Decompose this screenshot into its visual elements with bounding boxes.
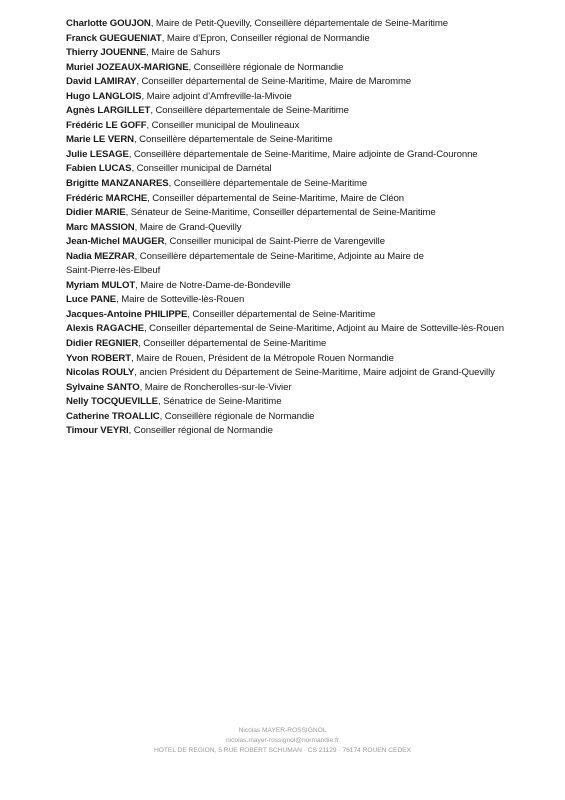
signatory-role: , ancien Président du Département de Seine-Maritime, Maire adjoint de Grand-Quevilly	[134, 367, 495, 379]
footer-address: HOTEL DE REGION, 5 RUE ROBERT SCHUMAN · CS 21129 · 76174 ROUEN CEDEX	[154, 747, 411, 754]
signatory-name: Agnès LARGILLET	[66, 105, 151, 117]
signatory-item	[66, 133, 536, 148]
signatory-item	[66, 235, 536, 250]
signatory-role: , Conseiller municipal de Darnétal	[131, 163, 272, 175]
signatory-item	[66, 381, 536, 396]
signatory-name: Catherine TROALLIC	[66, 410, 160, 422]
signatory-name: Nadia MEZRAR	[66, 250, 135, 262]
signatory-name: Frédéric MARCHE	[66, 192, 148, 204]
signatory-name: Alexis RAGACHE	[66, 323, 145, 335]
signatory-name: Brigitte MANZANARES	[66, 178, 169, 190]
signatory-role: , Conseillère départementale de Seine-Maritime	[134, 134, 333, 146]
signatory-name: Muriel JOZEAUX-MARIGNE	[66, 61, 189, 73]
signatory-name: Hugo LANGLOIS	[66, 90, 142, 102]
signatory-item	[66, 395, 536, 410]
signatory-role: , Maire de Petit-Quevilly, Conseillère départementale de Seine-Maritime	[150, 18, 448, 29]
signatory-role: , Maire de Sahurs	[146, 47, 221, 59]
signatory-role: , Sénatrice de Seine-Maritime	[157, 396, 282, 408]
signatory-name: Julie LESAGE	[66, 148, 129, 160]
signatory-item	[66, 192, 536, 207]
signatory-item	[66, 61, 536, 76]
signatory-role: , Conseillère départementale de Seine-Maritime, Adjointe au Maire de Saint-Pierre-lès-Elbeuf	[66, 250, 424, 277]
signatory-item	[66, 250, 446, 279]
signatory-item	[66, 424, 536, 439]
signatory-role: , Conseiller départemental de Seine-Maritime	[138, 338, 327, 350]
signatory-role: , Conseiller départemental de Seine-Maritime, Adjoint au Maire de Sotteville-lès-Rouen	[144, 323, 504, 335]
signatory-role: , Conseiller municipal de Saint-Pierre de Varengeville	[164, 236, 385, 248]
signatory-role: , Conseillère départementale de Seine-Maritime	[150, 105, 349, 117]
signatory-name: Timour VEYRI	[66, 425, 129, 437]
signatory-item	[66, 337, 536, 352]
signatory-name: Fabien LUCAS	[66, 163, 132, 175]
signatory-name: Frédéric LE GOFF	[66, 119, 147, 131]
signatory-item	[66, 17, 536, 32]
signatory-role: , Maire de Rouen, Président de la Métropole Rouen Normandie	[131, 352, 394, 364]
signatory-item	[66, 206, 536, 221]
signatory-role: , Maire de Notre-Dame-de-Bondeville	[135, 279, 291, 291]
signatory-name: Franck GUEGUENIAT	[66, 32, 162, 44]
signatory-item	[66, 352, 536, 367]
signatory-item	[66, 162, 536, 177]
signatory-item	[66, 366, 536, 381]
signatory-item	[66, 177, 536, 192]
signatory-item	[66, 119, 536, 134]
signatory-role: , Conseiller départemental de Seine-Maritime, Maire de Maromme	[136, 76, 412, 88]
signatory-name: Jacques-Antoine PHILIPPE	[66, 308, 188, 320]
signatory-role: , Conseillère régionale de Normandie	[188, 61, 344, 73]
signatory-role: , Maire adjoint d’Amfreville-la-Mivoie	[141, 90, 292, 102]
signatory-role: , Conseillère départementale de Seine-Maritime	[168, 178, 368, 190]
signatory-item	[66, 46, 536, 61]
signatory-name: Marie LE VERN	[66, 134, 135, 146]
signatory-name: Didier MARIE	[66, 207, 126, 219]
signatory-item	[66, 90, 536, 105]
signatory-role: , Maire de Roncherolles-sur-le-Vivier	[139, 381, 292, 393]
signatory-item	[66, 279, 536, 294]
footer-email: nicolas.mayer-rossignol@normandie.fr	[226, 737, 339, 744]
signatory-role: , Conseiller municipal de Moulineaux	[146, 119, 300, 131]
signatory-role: , Maire de Grand-Quevilly	[134, 221, 242, 233]
signatory-item	[66, 308, 536, 323]
signatory-role: , Conseiller régional de Normandie	[128, 425, 273, 437]
signatory-role: , Maire de Sotteville-lès-Rouen	[116, 294, 245, 306]
signatory-list	[66, 17, 536, 439]
signatory-name: David LAMIRAY	[66, 76, 137, 88]
signatory-name: Nicolas ROULY	[66, 367, 135, 379]
signatory-name: Charlotte GOUJON	[66, 18, 151, 29]
signatory-name: Luce PANE	[66, 294, 117, 306]
signatory-name: Thierry JOUENNE	[66, 47, 147, 59]
signatory-role: , Conseillère régionale de Normandie	[159, 410, 315, 422]
signatory-role: , Sénateur de Seine-Maritime, Conseiller départemental de Seine-Maritime	[125, 207, 436, 219]
signatory-name: Jean-Michel MAUGER	[66, 236, 165, 248]
signatory-item	[66, 410, 536, 425]
signatory-name: Sylvaine SANTO	[66, 381, 140, 393]
signatory-item	[66, 148, 536, 163]
signatory-item	[66, 293, 536, 308]
signatory-name: Didier REGNIER	[66, 338, 139, 350]
signatory-item	[66, 221, 536, 236]
signatory-item	[66, 75, 536, 90]
signatory-name: Marc MASSION	[66, 221, 135, 233]
signatory-item	[66, 32, 536, 47]
signatory-role: , Conseillère départementale de Seine-Maritime, Maire adjointe de Grand-Couronne	[128, 148, 478, 160]
signatory-name: Yvon ROBERT	[66, 352, 131, 364]
signatory-item	[66, 104, 536, 119]
signatory-name: Nelly TOCQUEVILLE	[66, 396, 158, 408]
signatory-role: , Maire d’Epron, Conseiller régional de Normandie	[161, 32, 370, 44]
signatory-role: , Conseiller départemental de Seine-Maritime	[187, 308, 376, 320]
signatory-item	[66, 322, 536, 337]
signatory-name: Myriam MULOT	[66, 279, 136, 291]
signatory-role: , Conseiller départemental de Seine-Maritime, Maire de Cléon	[147, 192, 405, 204]
page-footer	[0, 726, 565, 756]
footer-name: Nicolas MAYER-ROSSIGNOL	[238, 727, 327, 734]
